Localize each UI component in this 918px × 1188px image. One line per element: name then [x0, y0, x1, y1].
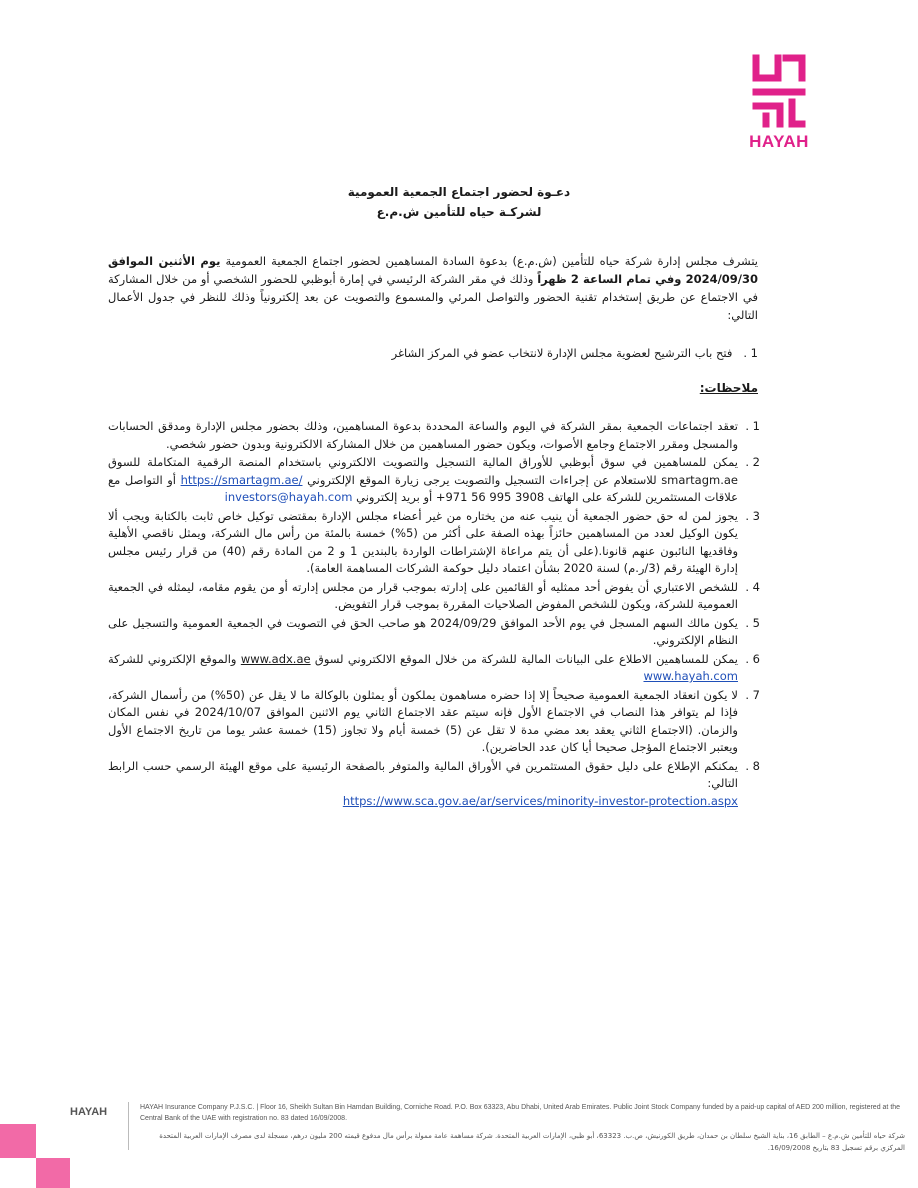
note-number: 6 . [745, 651, 760, 666]
footer-english-text: HAYAH Insurance Company P.J.S.C. | Floor 16, Sheikh Sultan Bin Hamdan Building, Corniche Road. P.O. Box 63323, Abu Dhabi, United Arab Emirates. Public Joint Stock Company funded by a paid-up capital of AED 200 million, registered at the Central Bank of the UAE with registration no. 83 dated 16/09/2008. [140, 1104, 901, 1122]
title-line-2: لشركـة حياه للتأمين ش.م.ع [376, 205, 542, 219]
note-text: لا يكون انعقاد الجمعية العمومية صحيحاً إلا إذا حضره مساهمون يملكون أو يمثلون بالوكالة ما لا يقل عن (50%) من رأسمال الشركة، فإذا لم يتوافر هذا النصاب في الاجتماع الأول فإنه سيتم عقد الاجتماع الثاني يوم الاثنين الموافق 2024/10/07 في نفس المكان والزمان. (الاجتماع الثاني يعقد بعد مضي مدة لا تقل عن (5) خمسة أيام ولا تجاوز (15) خمسة عشر يوما من تاريخ الاجتماع الأول ويعتبر الاجتماع المؤجل صحيحا أيا كان عدد الحاضرين). [108, 687, 738, 754]
note-item-7 [108, 687, 760, 757]
note-2-text-a: يمكن للمساهمين في سوق أبوظبي للأوراق المالية التسجيل والتصويت الالكتروني باستخدام المنصة الرقمية المتكاملة للسوق [108, 455, 738, 469]
note-6-text-a: يمكن للمساهمين الاطلاع على البيانات المالية للشركة من خلال الموقع الالكتروني لسوق [310, 651, 738, 666]
decorative-square [0, 1124, 36, 1158]
logo-wordmark: HAYAH [749, 132, 809, 151]
decorative-square [36, 1158, 70, 1188]
notes-list [108, 418, 760, 811]
agenda-item-number: 1 . [743, 346, 758, 360]
note-item-1 [108, 418, 760, 453]
smartagm-link[interactable]: https://smartagm.ae/ [180, 472, 303, 487]
note-item-6 [108, 651, 760, 686]
footer-arabic-text: شركة حياه للتأمين ش.م.ع – الطابق 16، بناية الشيخ سلطان بن حمدان، طريق الكورنيش، ص.ب. 63323، أبو ظبي، الإمارات العربية المتحدة. شركة مساهمة عامة ممولة برأس مال مدفوع قيمته 200 مليون درهم، مسجلة لدى مصرف الإمارات العربية المتحدة المركزي برقم تسجيل 83 بتاريخ 16/09/2008. [159, 1132, 905, 1152]
page-footer [0, 1100, 918, 1188]
agenda-item-text: فتح باب الترشيح لعضوية مجلس الإدارة لانتخاب عضو في المركز الشاغر [391, 346, 733, 360]
intro-date: يوم الأثنين الموافق 2024/09/30 [108, 254, 758, 286]
sca-investor-protection-link[interactable]: https://www.sca.gov.ae/ar/services/minority-investor-protection.aspx [342, 793, 738, 808]
note-text: يكون مالك السهم المسجل في يوم الأحد الموافق 2024/09/29 هو صاحب الحق في التصويت في الجمعية العمومية والتسجيل على النظام الإلكتروني. [108, 615, 738, 647]
title-line-1: دعـوة لحضور اجتماع الجمعية العمومية [347, 185, 571, 199]
note-2-text-b: للاستعلام عن إجراءات التسجيل والتصويت يرجى زيارة الموقع الإلكتروني [302, 472, 662, 487]
note-text: تعقد اجتماعات الجمعية بمقر الشركة في اليوم والساعة المحددة بدعوة المساهمين، وذلك بحضور مجلس الإدارة ومدقق الحسابات والمسجل ومقرر الاجتماع وجامع الأصوات، ويكون حضور المساهمين من خلال المشاركة الالكترونية وبدون حضور شخصي. [108, 419, 738, 451]
ir-email-link[interactable]: investors@hayah.com [224, 490, 353, 504]
notes-heading: ملاحظات: [699, 381, 758, 395]
note-item-2 [108, 454, 760, 507]
note-text [108, 758, 738, 811]
intro-paragraph [108, 252, 758, 324]
note-number: 4 . [745, 579, 760, 594]
footer-divider [128, 1102, 129, 1150]
intro-text-1: يتشرف مجلس إدارة شركة حياه للتأمين (ش.م.ع) بدعوة السادة المساهمين لحضور اجتماع الجمعية العمومية [220, 254, 758, 268]
intro-text-2: وذلك في مقر الشركة الرئيسي في إمارة أبوظبي للحضور الشخصي أو من خلال المشاركة في الاجتماع عن طريق إستخدام تقنية الحضور والتواصل المرئي والمسموع والتصويت عن بعد إلكترونياً وذلك للنظر في جدول الأعمال التالي: [108, 272, 758, 322]
note-number: 3 . [745, 508, 760, 523]
note-text: للشخص الاعتباري أن يفوض أحد ممثليه أو القائمين على إدارته بموجب قرار من مجلس إدارته أو من يقوم مقامه، ليمثله في الجمعية العمومية للشركة، ويكون للشخص المفوض الصلاحيات المقررة بموجب قرار التفويض. [108, 579, 738, 611]
note-number: 2 . [745, 455, 760, 469]
invitation-title [200, 182, 718, 222]
hayah-logo-mark-icon [750, 52, 808, 130]
note-2-text-c: أو التواصل مع علاقات المستثمرين للشركة على الهاتف [108, 472, 738, 504]
note-text [108, 651, 738, 686]
hayah-site-link[interactable]: www.hayah.com [643, 669, 738, 683]
hayah-logo [748, 52, 810, 152]
note-number: 5 . [745, 615, 760, 630]
note-2-text-d: أو بريد إلكتروني [352, 490, 436, 504]
note-item-5 [108, 615, 760, 650]
note-text [108, 454, 738, 507]
note-number: 7 . [745, 687, 760, 702]
smartagm-site: smartagm.ae [661, 472, 738, 487]
note-number: 1 . [745, 419, 760, 433]
note-6-text-b: والموقع الإلكتروني للشركة [108, 651, 241, 666]
agenda-item [108, 344, 758, 362]
note-number: 8 . [745, 758, 760, 773]
note-item-4 [108, 579, 760, 614]
adx-link[interactable]: www.adx.ae [240, 651, 311, 666]
note-text: يجوز لمن له حق حضور الجمعية أن ينيب عنه من يختاره من غير أعضاء مجلس الإدارة بمقتضى توكيل خاص ثابت بالكتابة ويجب ألا يكون الوكيل لعدد من المساهمين حائزاً بهذه الصفة على أكثر من (5%) خمسة بالمئة من رأس مال الشركة، ويمثل ناقصي الأهلية وفاقديها النائبون عنهم قانونا.(على أن يتم مراعاة الإشتراطات الواردة بالبندين 1 و 2 من المادة رقم (40) من قرار رئيس مجلس إدارة الهيئة رقم (3/ر.م) لسنة 2020 بشأن اعتماد دليل حوكمة الشركات المساهمة العامة). [108, 508, 739, 575]
agenda-list [108, 344, 758, 362]
note-8-text: يمكنكم الإطلاع على دليل حقوق المستثمرين في الأوراق المالية والمتوفر بالصفحة الرئيسية على موقع الهيئة الرسمي حسب الرابط التالي: [108, 758, 738, 790]
ir-phone: +971 56 995 3908 [435, 490, 545, 504]
note-item-8 [108, 758, 760, 811]
footer-brand: HAYAH [70, 1106, 108, 1118]
note-item-3 [108, 508, 760, 578]
intro-time: وفي تمام الساعة 2 ظهراً [537, 272, 686, 286]
